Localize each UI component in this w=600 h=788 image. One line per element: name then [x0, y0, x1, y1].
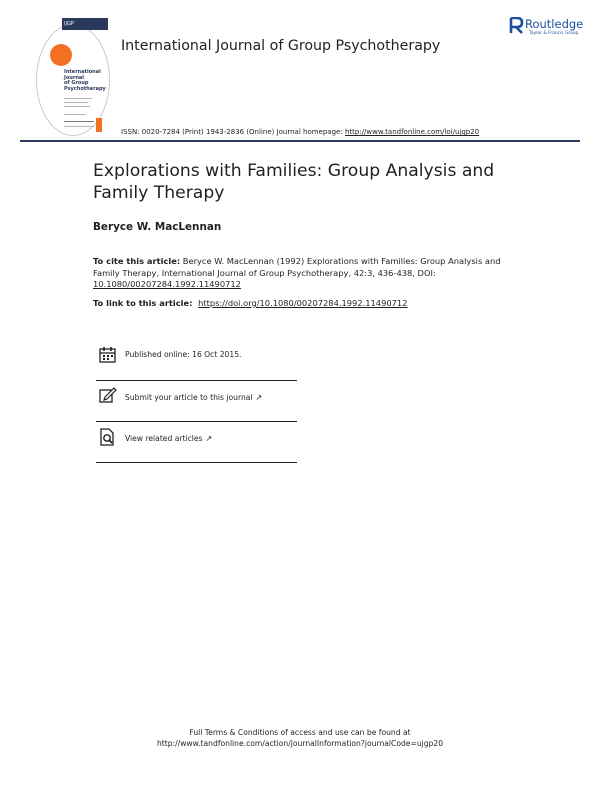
- cover-header-band: [62, 18, 108, 30]
- footer-terms: [0, 727, 600, 749]
- cover-orange-bar: [96, 118, 102, 132]
- cover-top-label: IJGP: [64, 21, 74, 27]
- article-link-line: [93, 298, 407, 308]
- article-doi-url[interactable]: https://doi.org/10.1080/00207284.1992.11490712: [198, 298, 408, 308]
- citation-block: [93, 256, 523, 291]
- external-link-icon: ↗: [205, 434, 213, 443]
- submit-article-link[interactable]: Submit your article to this journal ↗: [125, 393, 263, 402]
- cover-text-line: [64, 114, 86, 115]
- calendar-icon: [99, 346, 116, 363]
- cover-text-line: [64, 102, 88, 103]
- related-articles-row[interactable]: [96, 427, 297, 467]
- info-divider: [96, 380, 297, 381]
- footer-terms-text: Full Terms & Conditions of access and use can be found at: [189, 728, 411, 737]
- footer-terms-url[interactable]: http://www.tandfonline.com/action/journalInformation?journalCode=ujgp20: [156, 739, 444, 748]
- citation-doi-link[interactable]: 10.1080/00207284.1992.11490712: [93, 279, 241, 289]
- cover-text-line: [64, 121, 94, 122]
- article-author: Beryce W. MacLennan: [93, 221, 222, 233]
- related-articles-link[interactable]: View related articles ↗: [125, 434, 213, 443]
- article-link-label: To link to this article:: [93, 298, 193, 308]
- cover-text-line: [64, 126, 94, 127]
- edit-icon: [99, 387, 117, 403]
- submit-article-row[interactable]: [96, 386, 297, 426]
- info-divider: [96, 421, 297, 422]
- document-search-icon: [100, 428, 116, 446]
- published-online-row: [96, 345, 297, 385]
- journal-cover-thumbnail: [62, 18, 108, 136]
- published-online-text: Published online: 16 Oct 2015.: [125, 350, 242, 359]
- journal-homepage-link[interactable]: http://www.tandfonline.com/loi/ujgp20: [344, 128, 480, 136]
- routledge-logo-icon: [509, 17, 524, 34]
- cover-orange-dot: [50, 44, 72, 66]
- publisher-name: Routledge: [525, 17, 584, 31]
- cover-text-line: [64, 106, 90, 107]
- info-divider: [96, 462, 297, 463]
- header-divider: [20, 140, 580, 142]
- citation-label: To cite this article:: [93, 256, 181, 266]
- issn-line: [121, 128, 479, 136]
- article-title: Explorations with Families: Group Analysis and Family Therapy: [93, 161, 495, 203]
- journal-name: International Journal of Group Psychotherapy: [121, 38, 441, 54]
- publisher-tagline: Taylor & Francis Group: [529, 31, 579, 36]
- external-link-icon: ↗: [255, 393, 263, 402]
- issn-text: ISSN: 0020-7284 (Print) 1943-2836 (Online) Journal homepage:: [121, 128, 343, 136]
- citation-text: Beryce W. MacLennan (1992) Explorations with Families: Group Analysis and Family Therapy, International Journal of Group Psychotherapy, 42:3, 436-438, DOI:: [93, 256, 501, 278]
- cover-title: International Journal of Group Psychotherapy: [64, 69, 106, 92]
- cover-text-line: [64, 98, 92, 99]
